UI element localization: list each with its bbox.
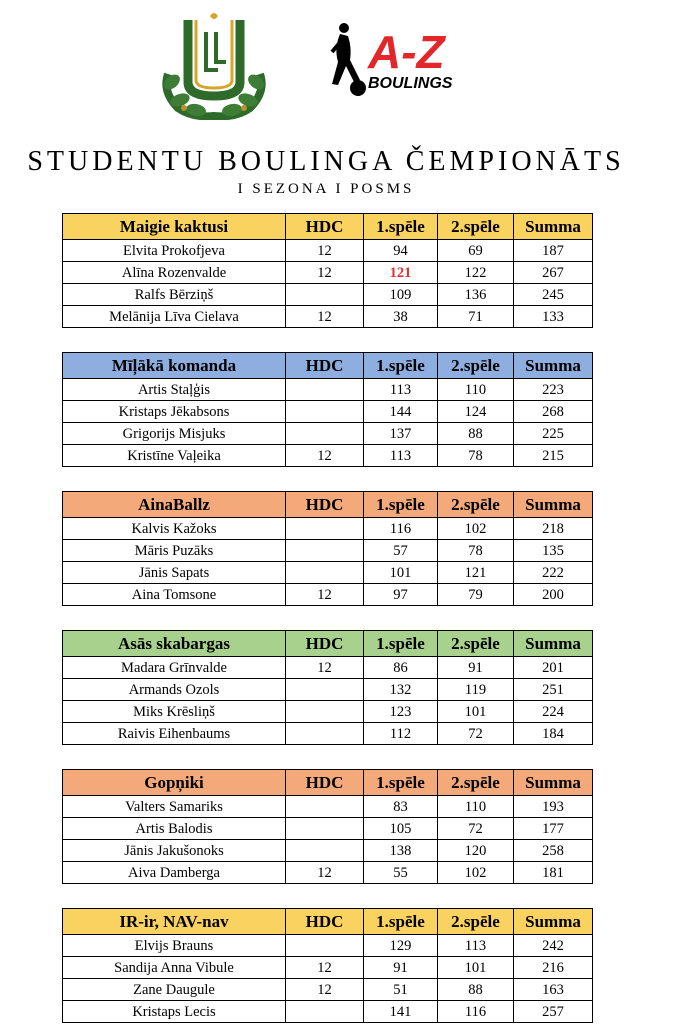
player-name: Kristīne Vaļeika <box>63 445 286 467</box>
column-header: 2.spēle <box>438 214 514 240</box>
hdc-cell: 12 <box>286 584 364 606</box>
column-header: 1.spēle <box>364 770 438 796</box>
game1-cell: 101 <box>364 562 438 584</box>
sum-cell: 218 <box>514 518 593 540</box>
column-header: 1.spēle <box>364 353 438 379</box>
game2-cell: 71 <box>438 306 514 328</box>
team-table <box>62 630 593 745</box>
sum-cell: 200 <box>514 584 593 606</box>
game1-cell: 121 <box>364 262 438 284</box>
column-header: HDC <box>286 631 364 657</box>
team-header-row <box>63 631 593 657</box>
player-name: Aina Tomsone <box>63 584 286 606</box>
player-name: Raivis Eihenbaums <box>63 723 286 745</box>
hdc-cell <box>286 935 364 957</box>
game2-cell: 110 <box>438 379 514 401</box>
column-header: HDC <box>286 214 364 240</box>
game1-cell: 112 <box>364 723 438 745</box>
column-header: 1.spēle <box>364 909 438 935</box>
game2-cell: 88 <box>438 979 514 1001</box>
column-header: 1.spēle <box>364 631 438 657</box>
team-header-row <box>63 770 593 796</box>
player-name: Māris Puzāks <box>63 540 286 562</box>
table-row <box>63 423 593 445</box>
column-header: 2.spēle <box>438 353 514 379</box>
column-header: Summa <box>514 353 593 379</box>
sum-cell: 257 <box>514 1001 593 1023</box>
hdc-cell <box>286 401 364 423</box>
game2-cell: 136 <box>438 284 514 306</box>
team-table <box>62 908 593 1023</box>
sum-cell: 216 <box>514 957 593 979</box>
sum-cell: 187 <box>514 240 593 262</box>
column-header: 2.spēle <box>438 909 514 935</box>
team-name: Asās skabargas <box>63 631 286 657</box>
game1-cell: 137 <box>364 423 438 445</box>
hdc-cell <box>286 284 364 306</box>
game2-cell: 113 <box>438 935 514 957</box>
column-header: HDC <box>286 353 364 379</box>
column-header: Summa <box>514 631 593 657</box>
hdc-cell <box>286 723 364 745</box>
player-name: Kalvis Kažoks <box>63 518 286 540</box>
page-subtitle: I SEZONA I POSMS <box>237 181 415 197</box>
sum-cell: 184 <box>514 723 593 745</box>
game2-cell: 102 <box>438 862 514 884</box>
hdc-cell <box>286 379 364 401</box>
table-row <box>63 240 593 262</box>
logo-az-text: A-Z <box>368 26 445 78</box>
game1-cell: 83 <box>364 796 438 818</box>
table-row <box>63 840 593 862</box>
game1-cell: 123 <box>364 701 438 723</box>
team-name: IR-ir, NAV-nav <box>63 909 286 935</box>
hdc-cell <box>286 679 364 701</box>
sum-cell: 193 <box>514 796 593 818</box>
team-table <box>62 491 593 606</box>
table-row <box>63 818 593 840</box>
column-header: Summa <box>514 770 593 796</box>
table-row <box>63 262 593 284</box>
team-table <box>62 769 593 884</box>
table-row <box>63 701 593 723</box>
game1-cell: 51 <box>364 979 438 1001</box>
hdc-cell <box>286 818 364 840</box>
sum-cell: 225 <box>514 423 593 445</box>
player-name: Alīna Rozenvalde <box>63 262 286 284</box>
column-header: 1.spēle <box>364 492 438 518</box>
player-name: Artis Staļģis <box>63 379 286 401</box>
column-header: Summa <box>514 909 593 935</box>
game1-cell: 105 <box>364 818 438 840</box>
llu-logo <box>158 12 270 120</box>
game1-cell: 113 <box>364 445 438 467</box>
game1-cell: 141 <box>364 1001 438 1023</box>
game1-cell: 97 <box>364 584 438 606</box>
team-table <box>62 352 593 467</box>
team-header-row <box>63 492 593 518</box>
game2-cell: 116 <box>438 1001 514 1023</box>
game2-cell: 69 <box>438 240 514 262</box>
game2-cell: 101 <box>438 701 514 723</box>
game2-cell: 78 <box>438 445 514 467</box>
sum-cell: 242 <box>514 935 593 957</box>
player-name: Artis Balodis <box>63 818 286 840</box>
game1-cell: 132 <box>364 679 438 701</box>
sum-cell: 163 <box>514 979 593 1001</box>
table-row <box>63 284 593 306</box>
table-row <box>63 935 593 957</box>
team-name: Mīļākā komanda <box>63 353 286 379</box>
player-name: Zane Daugule <box>63 979 286 1001</box>
team-name: AinaBallz <box>63 492 286 518</box>
sum-cell: 258 <box>514 840 593 862</box>
player-name: Aiva Damberga <box>63 862 286 884</box>
game2-cell: 110 <box>438 796 514 818</box>
game2-cell: 91 <box>438 657 514 679</box>
team-header-row <box>63 909 593 935</box>
sum-cell: 135 <box>514 540 593 562</box>
hdc-cell <box>286 840 364 862</box>
column-header: Summa <box>514 492 593 518</box>
sum-cell: 245 <box>514 284 593 306</box>
table-row <box>63 540 593 562</box>
player-name: Miks Krēsliņš <box>63 701 286 723</box>
sum-cell: 133 <box>514 306 593 328</box>
game1-cell: 129 <box>364 935 438 957</box>
table-row <box>63 796 593 818</box>
game2-cell: 122 <box>438 262 514 284</box>
column-header: 2.spēle <box>438 631 514 657</box>
sum-cell: 177 <box>514 818 593 840</box>
team-name: Gopņiki <box>63 770 286 796</box>
sum-cell: 222 <box>514 562 593 584</box>
table-row <box>63 562 593 584</box>
table-row <box>63 518 593 540</box>
bowler-icon <box>332 23 366 96</box>
sum-cell: 267 <box>514 262 593 284</box>
sum-cell: 215 <box>514 445 593 467</box>
game1-cell: 91 <box>364 957 438 979</box>
game2-cell: 120 <box>438 840 514 862</box>
hdc-cell: 12 <box>286 262 364 284</box>
column-header: HDC <box>286 770 364 796</box>
hdc-cell: 12 <box>286 862 364 884</box>
team-table <box>62 213 593 328</box>
table-row <box>63 679 593 701</box>
az-boulings-logo <box>328 18 468 100</box>
game2-cell: 88 <box>438 423 514 445</box>
game1-cell: 113 <box>364 379 438 401</box>
player-name: Armands Ozols <box>63 679 286 701</box>
page-title: STUDENTU BOULINGA ČEMPIONĀTS <box>27 146 625 177</box>
game1-cell: 109 <box>364 284 438 306</box>
player-name: Kristaps Jēkabsons <box>63 401 286 423</box>
table-row <box>63 979 593 1001</box>
team-name: Maigie kaktusi <box>63 214 286 240</box>
hdc-cell <box>286 701 364 723</box>
table-row <box>63 957 593 979</box>
game1-cell: 57 <box>364 540 438 562</box>
team-header-row <box>63 353 593 379</box>
player-name: Elvijs Brauns <box>63 935 286 957</box>
player-name: Ralfs Bērziņš <box>63 284 286 306</box>
game2-cell: 78 <box>438 540 514 562</box>
player-name: Valters Samariks <box>63 796 286 818</box>
game1-cell: 38 <box>364 306 438 328</box>
sum-cell: 224 <box>514 701 593 723</box>
game1-cell: 86 <box>364 657 438 679</box>
hdc-cell: 12 <box>286 240 364 262</box>
table-row <box>63 445 593 467</box>
hdc-cell <box>286 540 364 562</box>
table-row <box>63 379 593 401</box>
sum-cell: 223 <box>514 379 593 401</box>
hdc-cell: 12 <box>286 306 364 328</box>
column-header: 2.spēle <box>438 770 514 796</box>
sum-cell: 181 <box>514 862 593 884</box>
hdc-cell <box>286 1001 364 1023</box>
table-row <box>63 306 593 328</box>
game2-cell: 101 <box>438 957 514 979</box>
game1-cell: 94 <box>364 240 438 262</box>
game1-cell: 55 <box>364 862 438 884</box>
table-row <box>63 584 593 606</box>
sum-cell: 268 <box>514 401 593 423</box>
game2-cell: 121 <box>438 562 514 584</box>
column-header: Summa <box>514 214 593 240</box>
hdc-cell <box>286 423 364 445</box>
hdc-cell: 12 <box>286 657 364 679</box>
game2-cell: 119 <box>438 679 514 701</box>
game1-cell: 138 <box>364 840 438 862</box>
table-row <box>63 723 593 745</box>
column-header: HDC <box>286 492 364 518</box>
team-header-row <box>63 214 593 240</box>
table-row <box>63 657 593 679</box>
table-row <box>63 862 593 884</box>
table-row <box>63 1001 593 1023</box>
player-name: Sandija Anna Vibule <box>63 957 286 979</box>
game2-cell: 124 <box>438 401 514 423</box>
hdc-cell: 12 <box>286 445 364 467</box>
player-name: Kristaps Lecis <box>63 1001 286 1023</box>
player-name: Grigorijs Misjuks <box>63 423 286 445</box>
player-name: Melānija Līva Cielava <box>63 306 286 328</box>
table-row <box>63 401 593 423</box>
hdc-cell <box>286 796 364 818</box>
game2-cell: 72 <box>438 723 514 745</box>
game1-cell: 116 <box>364 518 438 540</box>
game1-cell: 144 <box>364 401 438 423</box>
game2-cell: 72 <box>438 818 514 840</box>
hdc-cell: 12 <box>286 957 364 979</box>
sum-cell: 201 <box>514 657 593 679</box>
sum-cell: 251 <box>514 679 593 701</box>
column-header: 1.spēle <box>364 214 438 240</box>
column-header: 2.spēle <box>438 492 514 518</box>
player-name: Jānis Jakušonoks <box>63 840 286 862</box>
game2-cell: 79 <box>438 584 514 606</box>
game2-cell: 102 <box>438 518 514 540</box>
player-name: Elvita Prokofjeva <box>63 240 286 262</box>
hdc-cell: 12 <box>286 979 364 1001</box>
player-name: Madara Grīnvalde <box>63 657 286 679</box>
hdc-cell <box>286 518 364 540</box>
logo-boulings-text: BOULINGS <box>368 75 453 92</box>
hdc-cell <box>286 562 364 584</box>
column-header: HDC <box>286 909 364 935</box>
player-name: Jānis Sapats <box>63 562 286 584</box>
